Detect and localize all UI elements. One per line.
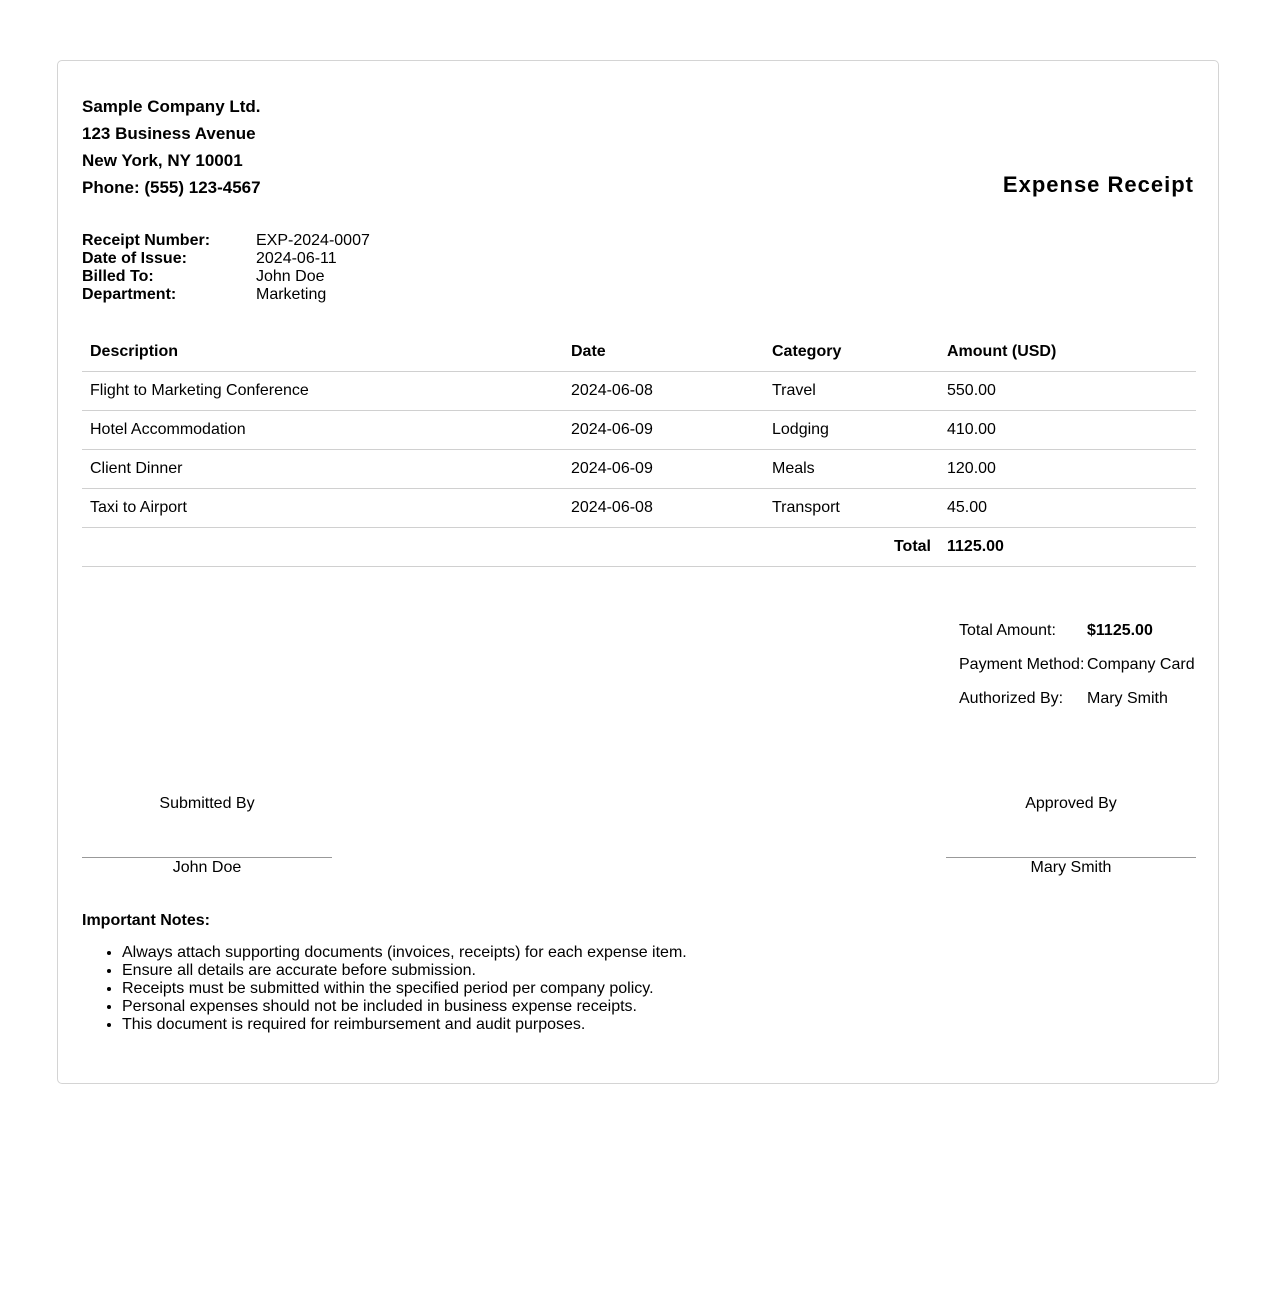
- cell-amount: 550.00: [939, 372, 1196, 411]
- list-item: • Always attach supporting documents (invoices, receipts) for each expense item.: [122, 944, 687, 962]
- cell-date: 2024-06-09: [563, 450, 764, 489]
- company-address-line1: 123 Business Avenue: [82, 124, 256, 143]
- signature-approved: [946, 795, 1196, 877]
- summary-label: Payment Method:: [959, 656, 1085, 673]
- cell-date: 2024-06-08: [563, 489, 764, 528]
- receipt-card: [57, 60, 1219, 1084]
- column-header-description: Description: [82, 333, 563, 372]
- signature-line: [946, 857, 1196, 858]
- signature-title: Submitted By: [159, 795, 255, 812]
- list-item: • Ensure all details are accurate before submission.: [122, 962, 687, 980]
- meta-label: Receipt Number:: [82, 232, 211, 249]
- payment-summary: [959, 614, 1195, 716]
- cell-amount: 410.00: [939, 411, 1196, 450]
- signature-name: Mary Smith: [1030, 859, 1112, 876]
- expense-items-table: [82, 333, 1196, 567]
- list-item: • Receipts must be submitted within the specified period per company policy.: [122, 980, 687, 998]
- meta-value: Marketing: [256, 286, 327, 303]
- total-value: 1125.00: [939, 528, 1196, 567]
- document-title: Expense Receipt: [1002, 172, 1194, 197]
- notes-list: [82, 944, 687, 1034]
- notes-title: Important Notes:: [82, 912, 210, 929]
- meta-row-billed-to: [82, 268, 370, 286]
- meta-value: EXP-2024-0007: [256, 232, 370, 249]
- signature-name: John Doe: [172, 859, 242, 876]
- cell-amount: 45.00: [939, 489, 1196, 528]
- cell-amount: 120.00: [939, 450, 1196, 489]
- meta-value: 2024-06-11: [256, 250, 337, 267]
- meta-row-date-of-issue: [82, 250, 370, 268]
- meta-label: Department:: [82, 286, 177, 303]
- summary-value: Mary Smith: [1087, 690, 1168, 707]
- meta-row-department: [82, 286, 370, 304]
- cell-category: Transport: [764, 489, 939, 528]
- signature-submitted: [82, 795, 332, 877]
- meta-label: Date of Issue:: [82, 250, 187, 267]
- summary-value: Company Card: [1087, 656, 1195, 673]
- summary-row-authorized-by: [959, 682, 1195, 716]
- cell-category: Travel: [764, 372, 939, 411]
- receipt-meta: [82, 232, 370, 304]
- company-address-line2: New York, NY 10001: [82, 151, 243, 170]
- table-row: [82, 450, 1196, 489]
- total-row: [82, 528, 1196, 567]
- cell-date: 2024-06-08: [563, 372, 764, 411]
- list-item: • This document is required for reimbursement and audit purposes.: [122, 1016, 687, 1034]
- table-row: [82, 372, 1196, 411]
- column-header-date: Date: [563, 333, 764, 372]
- table-header-row: [82, 333, 1196, 372]
- cell-description: Flight to Marketing Conference: [82, 372, 563, 411]
- cell-description: Taxi to Airport: [82, 489, 563, 528]
- cell-description: Hotel Accommodation: [82, 411, 563, 450]
- table-row: [82, 411, 1196, 450]
- summary-label: Total Amount:: [959, 622, 1056, 639]
- summary-label: Authorized By:: [959, 690, 1064, 707]
- company-phone: Phone: (555) 123-4567: [82, 178, 261, 197]
- list-item: • Personal expenses should not be included in business expense receipts.: [122, 998, 687, 1016]
- company-info: [82, 93, 261, 201]
- cell-description: Client Dinner: [82, 450, 563, 489]
- cell-category: Lodging: [764, 411, 939, 450]
- meta-row-receipt-number: [82, 232, 370, 250]
- column-header-amount: Amount (USD): [939, 333, 1196, 372]
- total-label: Total: [82, 528, 939, 567]
- meta-value: John Doe: [256, 268, 325, 285]
- summary-row-payment-method: [959, 648, 1195, 682]
- company-name: Sample Company Ltd.: [82, 97, 261, 116]
- column-header-category: Category: [764, 333, 939, 372]
- meta-label: Billed To:: [82, 268, 154, 285]
- signature-title: Approved By: [1025, 795, 1117, 812]
- signature-line: [82, 857, 332, 858]
- cell-date: 2024-06-09: [563, 411, 764, 450]
- table-row: [82, 489, 1196, 528]
- important-notes: [82, 912, 687, 1034]
- summary-row-total-amount: [959, 614, 1195, 648]
- summary-value: $1125.00: [1087, 622, 1153, 639]
- cell-category: Meals: [764, 450, 939, 489]
